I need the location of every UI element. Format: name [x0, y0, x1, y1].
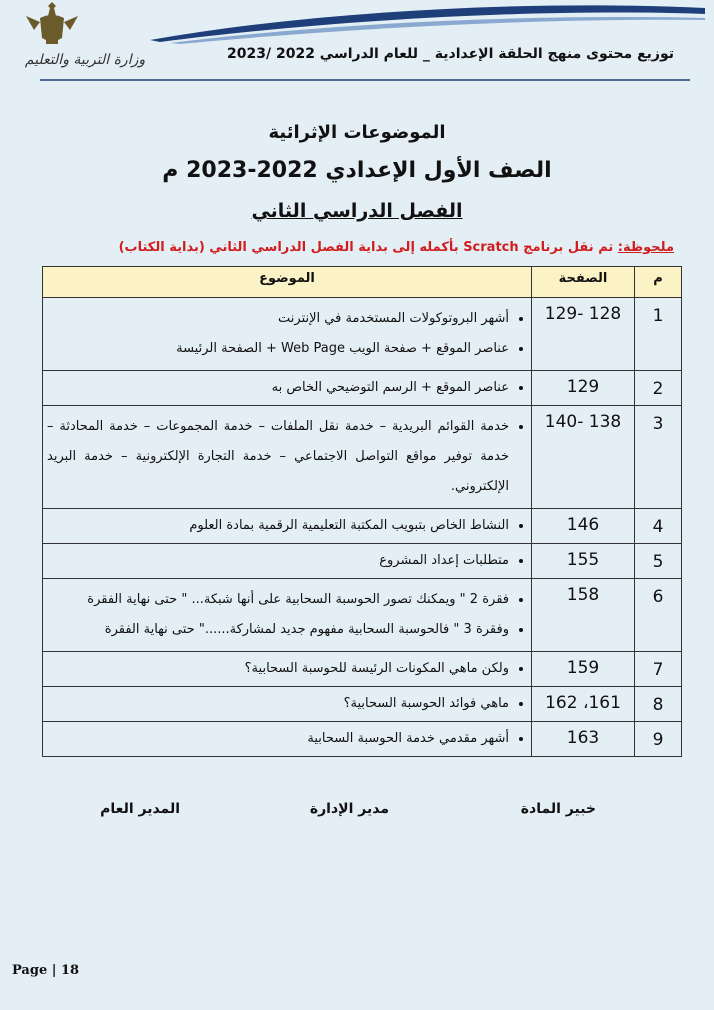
row-number: 9: [635, 722, 682, 757]
title-grade-year: الصف الأول الإعدادي 2022-2023 م: [162, 158, 552, 183]
row-page: 128 -129: [532, 298, 635, 371]
row-page: 129: [532, 371, 635, 406]
topic-list: [47, 304, 527, 364]
row-topic: [43, 544, 532, 579]
row-page: 146: [532, 509, 635, 544]
row-topic: [43, 298, 532, 371]
row-number: 8: [635, 687, 682, 722]
topic-list: [47, 412, 527, 502]
table-row: [43, 544, 682, 579]
table-row: [43, 652, 682, 687]
note: [14, 240, 674, 255]
table-header-row: [43, 267, 682, 298]
topic-list: [47, 515, 527, 537]
note-text: تم نقل برنامج Scratch بأكمله إلى بداية الفصل الدراسي الثاني (بداية الكتاب): [118, 240, 618, 255]
signature-subject-expert: خبير المادة: [520, 801, 596, 817]
topic-item: • ولكن ماهي المكونات الرئيسة للحوسبة السحابية؟: [47, 658, 509, 680]
table-row: [43, 406, 682, 509]
topic-item: • خدمة القوائم البريدية – خدمة نقل الملفات – خدمة المجموعات – خدمة المحادثة – خدمة توفير مواقع التواصل الاجتماعي – خدمة التجارة الإلكترونية – خدمة البريد الإلكتروني.: [47, 412, 509, 502]
header-topic: الموضوع: [43, 267, 532, 298]
topic-item: • وفقرة 3 " فالحوسبة السحابية مفهوم جديد لمشاركة......" حتى نهاية الفقرة: [47, 615, 509, 645]
topic-item: • عناصر الموقع + صفحة الويب Web Page + الصفحة الرئيسة: [47, 334, 509, 364]
signature-admin-director: مدير الإدارة: [309, 801, 389, 817]
topic-item: • أشهر البروتوكولات المستخدمة في الإنترنت: [47, 304, 509, 334]
topic-list: [47, 377, 527, 399]
page-header: [0, 0, 714, 90]
row-page: 163: [532, 722, 635, 757]
row-page: 155: [532, 544, 635, 579]
row-page: 159: [532, 652, 635, 687]
topic-list: [47, 728, 527, 750]
row-number: 3: [635, 406, 682, 509]
row-number: 6: [635, 579, 682, 652]
row-topic: [43, 406, 532, 509]
row-number: 2: [635, 371, 682, 406]
topic-list: [47, 693, 527, 715]
table-row: [43, 687, 682, 722]
table-row: [43, 579, 682, 652]
header-page: الصفحة: [532, 267, 635, 298]
table-row: [43, 371, 682, 406]
page-footer: Page | 18: [12, 963, 80, 978]
row-topic: [43, 509, 532, 544]
table-row: [43, 509, 682, 544]
signature-general-director: المدير العام: [100, 801, 180, 817]
row-topic: [43, 652, 532, 687]
topic-item: • النشاط الخاص بتبويب المكتبة التعليمية الرقمية بمادة العلوم: [47, 515, 509, 537]
header-num: م: [635, 267, 682, 298]
title-enrichment-topics: الموضوعات الإثرائية: [268, 122, 446, 143]
row-topic: [43, 722, 532, 757]
row-page: 138 -140: [532, 406, 635, 509]
row-topic: [43, 687, 532, 722]
table-row: [43, 298, 682, 371]
logo-text: وزارة التربية والتعليم: [24, 52, 146, 68]
semester-text: الفصل الدراسي الثاني: [251, 200, 463, 222]
row-number: 4: [635, 509, 682, 544]
topic-item: • أشهر مقدمي خدمة الحوسبة السحابية: [47, 728, 509, 750]
row-topic: [43, 371, 532, 406]
header-title: توزيع محتوى منهج الحلقة الإعدادية _ للعام الدراسي 2022 /2023: [227, 46, 674, 62]
row-number: 1: [635, 298, 682, 371]
note-label: ملحوظة:: [617, 240, 674, 255]
topic-list: [47, 550, 527, 572]
row-page: 161، 162: [532, 687, 635, 722]
title-semester: [0, 200, 714, 222]
topic-item: • متطلبات إعداد المشروع: [47, 550, 509, 572]
topics-table: [42, 266, 682, 757]
row-page: 158: [532, 579, 635, 652]
topic-item: • عناصر الموقع + الرسم التوضيحي الخاص به: [47, 377, 509, 399]
row-topic: [43, 579, 532, 652]
table-row: [43, 722, 682, 757]
topic-item: • ماهي فوائد الحوسبة السحابية؟: [47, 693, 509, 715]
topic-item: • فقرة 2 " ويمكنك تصور الحوسبة السحابية على أنها شبكة... " حتى نهاية الفقرة: [47, 585, 509, 615]
row-number: 5: [635, 544, 682, 579]
topic-list: [47, 658, 527, 680]
topic-list: [47, 585, 527, 645]
row-number: 7: [635, 652, 682, 687]
